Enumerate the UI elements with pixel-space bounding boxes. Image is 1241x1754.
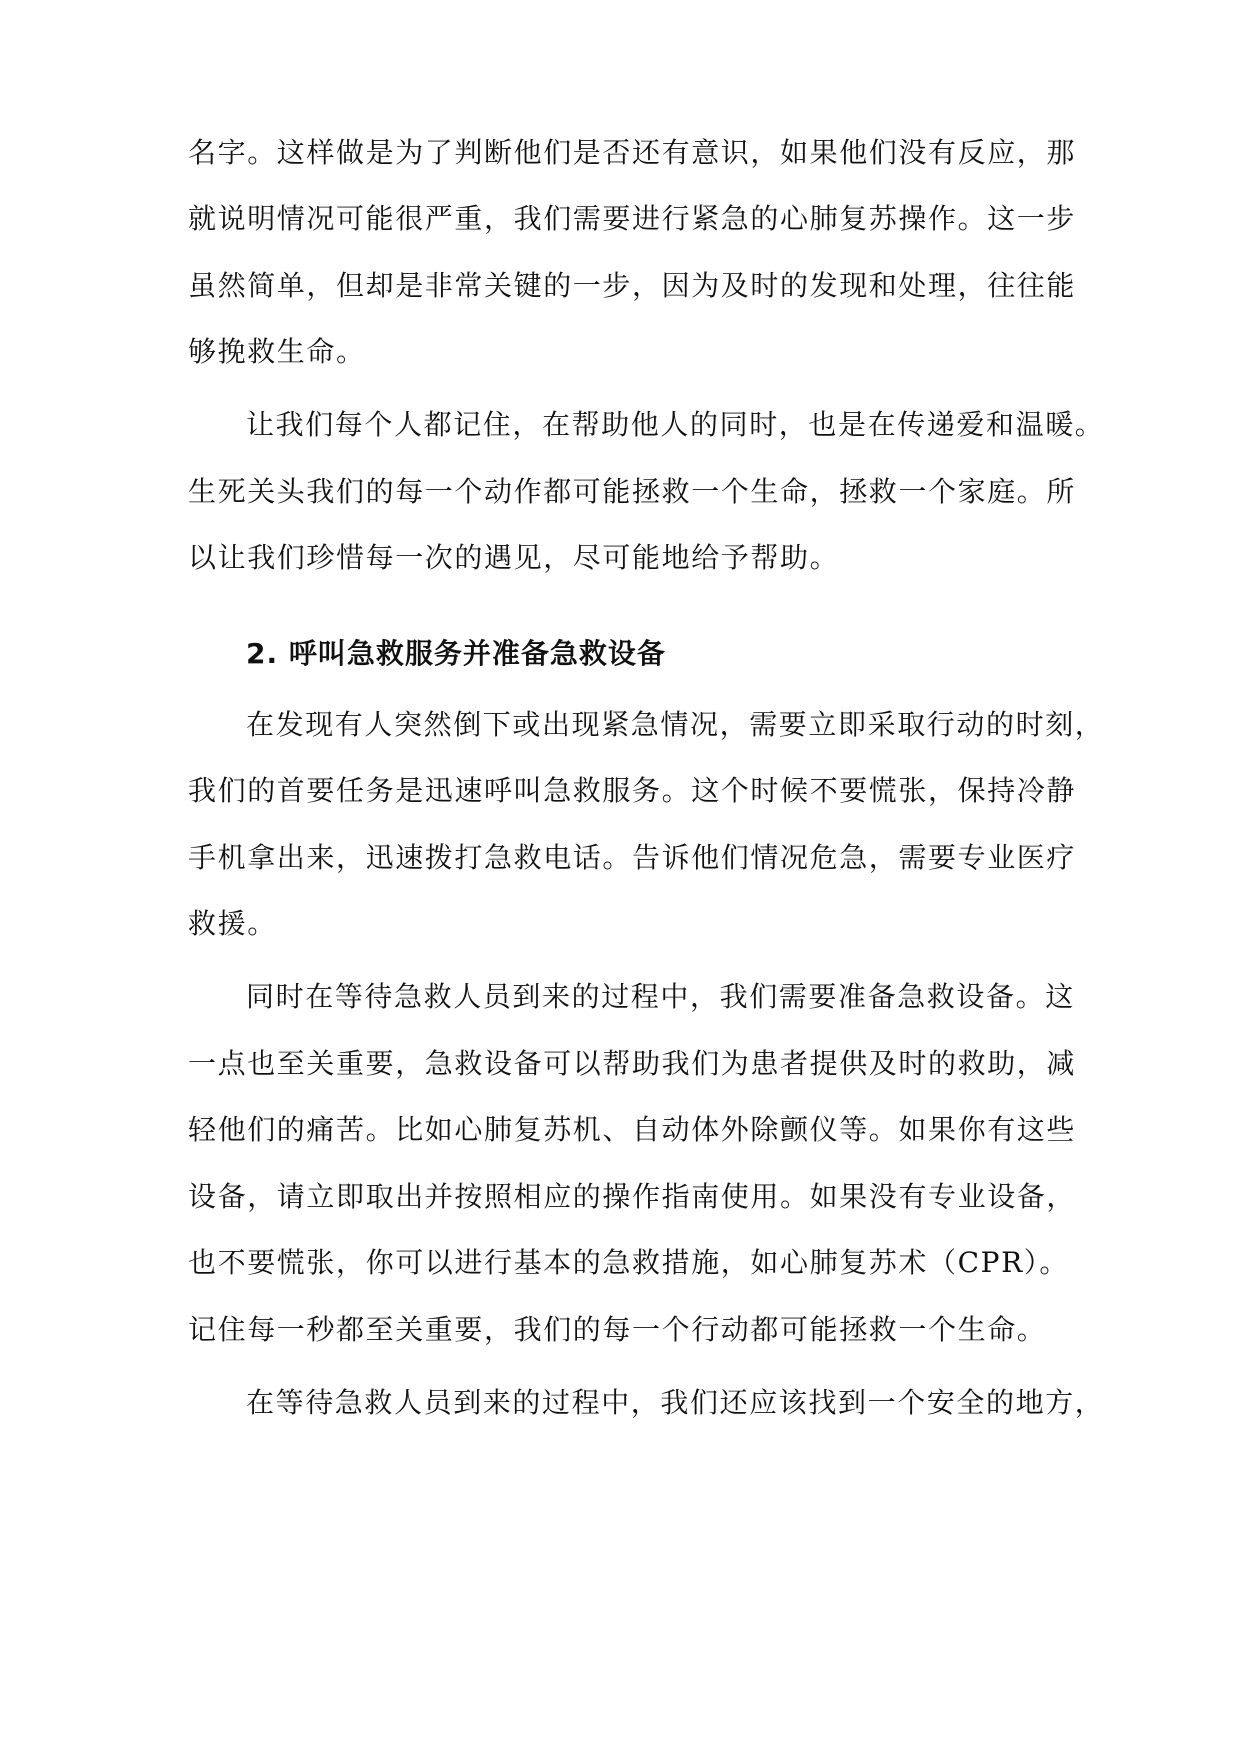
paragraph-2-line-3: 以让我们珍惜每一次的遇见，尽可能地给予帮助。 bbox=[188, 541, 840, 574]
paragraph-4-line-3: 轻他们的痛苦。比如心肺复苏机、自动体外除颤仪等。如果你有这些 bbox=[188, 1113, 1077, 1146]
paragraph-1-line-2: 就说明情况可能很严重，我们需要进行紧急的心肺复苏操作。这一步 bbox=[188, 202, 1077, 235]
paragraph-5-line-1: 在等待急救人员到来的过程中，我们还应该找到一个安全的地方， bbox=[246, 1386, 1105, 1419]
paragraph-3-line-3: 手机拿出来，迅速拨打急救电话。告诉他们情况危急，需要专业医疗 bbox=[188, 841, 1077, 874]
paragraph-4-line-5: 也不要慌张，你可以进行基本的急救措施，如心肺复苏术（CPR）。 bbox=[188, 1246, 1069, 1279]
paragraph-1-line-1: 名字。这样做是为了判断他们是否还有意识，如果他们没有反应，那 bbox=[188, 136, 1077, 169]
paragraph-3-line-4: 救援。 bbox=[188, 907, 277, 940]
paragraph-3-line-2: 我们的首要任务是迅速呼叫急救服务。这个时候不要慌张，保持冷静 bbox=[188, 774, 1077, 807]
paragraph-4-line-2: 一点也至关重要，急救设备可以帮助我们为患者提供及时的救助，减 bbox=[188, 1047, 1077, 1080]
paragraph-4-line-1: 同时在等待急救人员到来的过程中，我们需要准备急救设备。这 bbox=[246, 980, 1075, 1013]
paragraph-1-line-3: 虽然简单，但却是非常关键的一步，因为及时的发现和处理，往往能 bbox=[188, 269, 1077, 302]
section-heading: 2. 呼叫急救服务并准备急救设备 bbox=[246, 637, 666, 670]
paragraph-4-line-4: 设备，请立即取出并按照相应的操作指南使用。如果没有专业设备， bbox=[188, 1180, 1077, 1213]
paragraph-2-line-1: 让我们每个人都记住，在帮助他人的同时，也是在传递爱和温暖。 bbox=[246, 408, 1105, 441]
paragraph-2-line-2: 生死关头我们的每一个动作都可能拯救一个生命，拯救一个家庭。所 bbox=[188, 475, 1077, 508]
paragraph-4-line-6: 记住每一秒都至关重要，我们的每一个行动都可能拯救一个生命。 bbox=[188, 1313, 1047, 1346]
paragraph-1-line-4: 够挽救生命。 bbox=[188, 335, 366, 368]
paragraph-3-line-1: 在发现有人突然倒下或出现紧急情况，需要立即采取行动的时刻， bbox=[246, 708, 1105, 741]
